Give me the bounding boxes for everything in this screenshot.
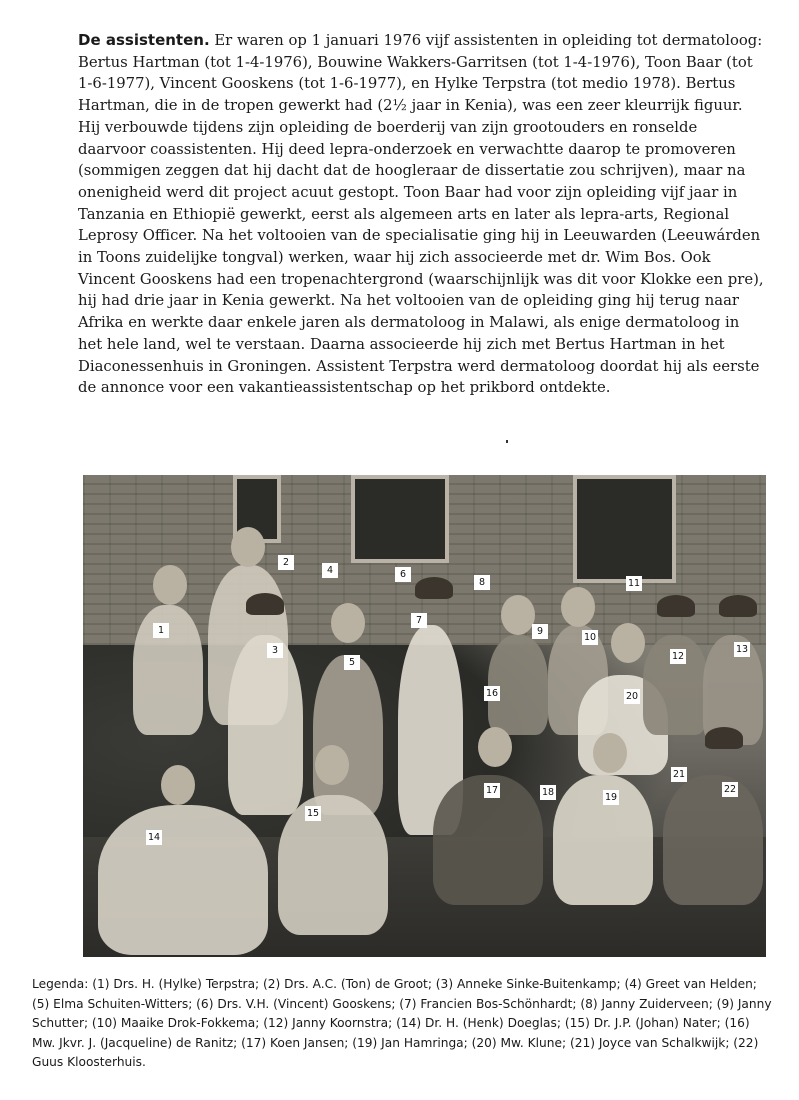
person-label: 18 bbox=[542, 787, 555, 798]
person-head bbox=[153, 565, 187, 605]
person-head bbox=[161, 765, 195, 805]
person-label: 20 bbox=[626, 691, 639, 702]
person-head bbox=[561, 587, 595, 627]
person-label: 21 bbox=[673, 769, 686, 780]
person bbox=[663, 775, 763, 905]
person-hair bbox=[705, 727, 743, 749]
person-hair bbox=[719, 595, 757, 617]
window bbox=[351, 475, 449, 563]
person-label: 4 bbox=[322, 563, 338, 578]
person-head bbox=[593, 733, 627, 773]
person-label: 3 bbox=[267, 643, 283, 658]
person-head bbox=[315, 745, 349, 785]
article-body: Er waren op 1 januari 1976 vijf assistenten in opleiding tot dermatoloog: Bertus Hartman (tot 1-4-1976), Bouwine Wakkers-Garritsen (tot 1-4-1976), Toon Baar (tot 1-6-1977), Vincent Gooskens (tot 1-6-1977), en Hylke Terpstra (tot medio 1978). Bertus Hartman, die in de tropen gewerkt had (2½ jaar in Kenia), was een zeer kleurrijk figuur. Hij verbouwde tijdens zijn opleiding de boerderij van zijn grootouders en ronselde daarvoor coassistenten. Hij deed lepra-onderzoek en verwachtte daarop te promoveren (sommigen zeggen dat hij dacht dat de hoogleraar de dissertatie zou schrijven), maar na onenigheid werd dit project acuut gestopt. Toon Baar had voor zijn opleiding vijf jaar in Tanzania en Ethiopië gewerkt, eerst als algemeen arts en later als lepra-arts, Regional Leprosy Officer. Na het voltooien van de specialisatie ging hij in Leeuwarden (Leeuwárden in Toons zuidelijke tongval) werken, waar hij zich associeerde met dr. Wim Bos. Ook Vincent Gooskens had een tropenachtergrond (waarschijnlijk was dit voor Klokke een pre), hij had drie jaar in Kenia gewerkt. Na het voltooien van de opleiding ging hij terug naar Afrika en werkte daar enkele jaren als dermatoloog in Malawi, als enige dermatoloog in het hele land, wel te verstaan. Daarna associeerde hij zich met Bertus Hartman in het Diaconessenhuis in Groningen. Assistent Terpstra werd dermatoloog doordat hij als eerste de annonce voor een vakantieassistentschap op het prikbord ontdekte. bbox=[78, 32, 764, 397]
person bbox=[228, 635, 303, 815]
person-label: 7 bbox=[411, 613, 427, 628]
section-heading: De assistenten. bbox=[78, 31, 210, 49]
person-label: 1 bbox=[153, 623, 169, 638]
person-label: 5 bbox=[344, 655, 360, 670]
person-label: 22 bbox=[724, 784, 737, 795]
person-label: 15 bbox=[307, 808, 320, 819]
article-paragraph bbox=[78, 30, 768, 399]
person bbox=[313, 655, 383, 815]
photo-legend: Legenda: (1) Drs. H. (Hylke) Terpstra; (2) Drs. A.C. (Ton) de Groot; (3) Anneke Sinke-Buitenkamp; (4) Greet van Helden; (5) Elma Schuiten-Witters; (6) Drs. V.H. (Vincent) Gooskens; (7) Francien Bos-Schönhardt; (8) Janny Zuiderveen; (9) Janny Schutter; (10) Maaike Drok-Fokkema; (12) Janny Koornstra; (14) Dr. H. (Henk) Doeglas; (15) Dr. J.P. (Johan) Nater; (16) Mw. Jkvr. J. (Jacqueline) de Ranitz; (17) Koen Jansen; (19) Jan Hamringa; (20) Mw. Klune; (21) Joyce van Schalkwijk; (22) Guus Kloosterhuis. bbox=[32, 977, 772, 1069]
person-label: 6 bbox=[395, 567, 411, 582]
person-hair bbox=[415, 577, 453, 599]
person-head bbox=[501, 595, 535, 635]
person-label: 12 bbox=[672, 651, 685, 662]
person-head bbox=[611, 623, 645, 663]
person-label: 8 bbox=[474, 575, 490, 590]
person-hair bbox=[657, 595, 695, 617]
person bbox=[278, 795, 388, 935]
person-label: 14 bbox=[148, 832, 161, 843]
person-label: 11 bbox=[628, 578, 641, 589]
group-photo bbox=[83, 475, 766, 957]
window bbox=[573, 475, 676, 583]
person bbox=[488, 635, 548, 735]
person-label: 19 bbox=[605, 792, 618, 803]
person-head bbox=[478, 727, 512, 767]
person-label: 2 bbox=[278, 555, 294, 570]
person-label: 13 bbox=[736, 644, 749, 655]
person-head bbox=[231, 527, 265, 567]
person-label: 17 bbox=[486, 785, 499, 796]
person bbox=[98, 805, 268, 955]
person-hair bbox=[246, 593, 284, 615]
person-label: 16 bbox=[486, 688, 499, 699]
person-label: 9 bbox=[532, 624, 548, 639]
stray-mark bbox=[506, 440, 508, 443]
person-label: 10 bbox=[584, 632, 597, 643]
person-head bbox=[331, 603, 365, 643]
